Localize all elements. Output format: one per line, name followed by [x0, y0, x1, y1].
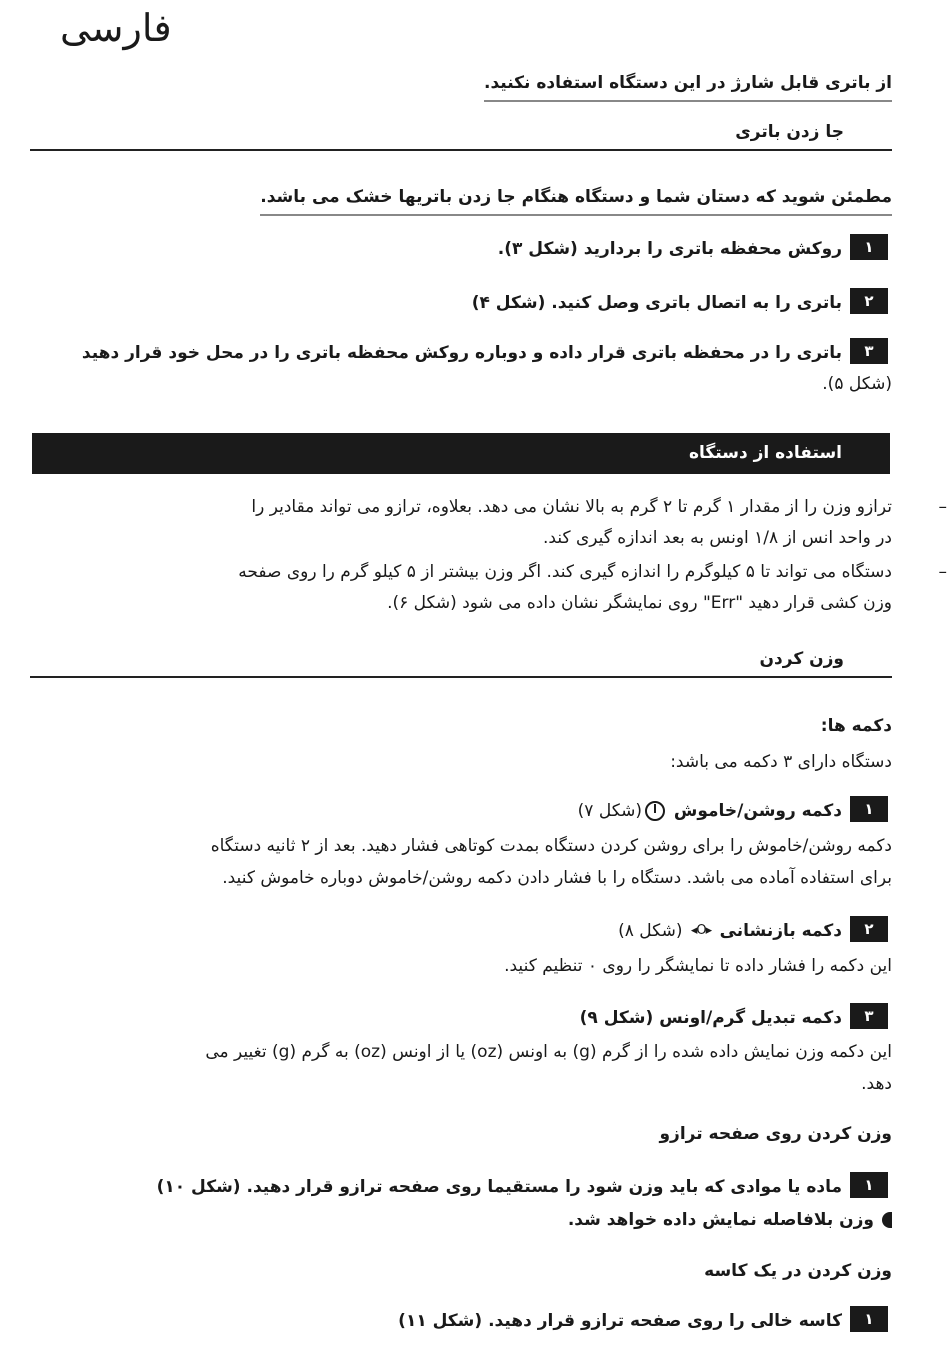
button-1-block	[22, 795, 892, 827]
figure-ref: (شکل ۷)	[577, 801, 642, 821]
section-heading-plate: وزن کردن روی صفحه ترازو	[659, 1124, 892, 1144]
desc-line: برای استفاده آماده می باشد. دستگاه را با فشار دادن دکمه روشن/خاموش دوباره خاموش کنید.	[222, 868, 892, 889]
bowl-step-1	[52, 1305, 892, 1337]
desc-line: دهد.	[861, 1074, 892, 1095]
usage-item-line: دستگاه می تواند تا ۵ کیلوگرم را اندازه گیری کند. اگر وزن بیشتر از ۵ کیلو گرم را روی صفحه	[238, 561, 892, 582]
usage-item-line: ترازو وزن را از مقدار ۱ گرم تا ۲ گرم به بالا نشان می دهد. بعلاوه، ترازو می تواند مقادیر را	[251, 497, 892, 517]
buttons-intro: دستگاه دارای ۳ دکمه می باشد:	[670, 752, 892, 772]
section-heading-bowl: وزن کردن در یک کاسه	[704, 1261, 892, 1281]
step-number: ۱	[850, 234, 892, 260]
usage-item-line: وزن کشی قرار دهید "Err" روی نمایشگر نشان داده می شود (شکل ۶).	[387, 593, 892, 614]
step-text: روکش محفظه باتری را بردارید (شکل ۳).	[497, 239, 842, 259]
button-2-block	[52, 915, 892, 947]
plate-step-1-bullet	[568, 1204, 892, 1236]
step-text: کاسه خالی را روی صفحه ترازو قرار دهید. (شکل ۱۱)	[398, 1311, 842, 1331]
section-heading-battery-text: جا زدن باتری	[735, 122, 844, 142]
step-number: ۲	[850, 288, 892, 314]
plate-step-1	[52, 1171, 892, 1203]
power-icon	[645, 801, 665, 821]
usage-item-1	[56, 492, 947, 555]
section-heading-weighing	[30, 649, 892, 678]
usage-list	[56, 492, 947, 622]
language-title: فارسی	[60, 6, 172, 50]
button-2-title: دکمه بازنشانی	[719, 921, 842, 941]
step-text: ماده یا موادی که باید وزن شود را مستقیما روی صفحه ترازو قرار دهید. (شکل ۱۰)	[156, 1177, 842, 1197]
section-heading-battery	[30, 122, 892, 151]
step-number: ۳	[850, 1003, 892, 1029]
desc-line: این دکمه وزن نمایش داده شده را از گرم (g) به اونس (oz) یا از اونس (oz) به گرم (g) تغییر می	[205, 1042, 892, 1062]
step-text: باتری را در محفظه باتری قرار داده و دوباره روکش محفظه باتری را در محل خود قرار دهید	[81, 343, 842, 363]
battery-warning: از باتری قابل شارژ در این دستگاه استفاده نکنید.	[484, 72, 892, 102]
step-number: ۲	[850, 916, 892, 942]
section-bar-usage-text: استفاده از دستگاه	[689, 443, 842, 463]
bullet-text: وزن بلافاصله نمایش داده خواهد شد.	[567, 1210, 874, 1230]
section-heading-weighing-text: وزن کردن	[759, 649, 844, 669]
step-number: ۱	[850, 1306, 892, 1332]
battery-dry-note: مطمئن شوید که دستان شما و دستگاه هنگام جا زدن باتریها خشک می باشد.	[260, 186, 892, 216]
button-3-description	[22, 1036, 892, 1101]
dash-marker: –	[938, 561, 947, 582]
button-3-title: دکمه تبدیل گرم/اونس (شکل ۹)	[579, 1008, 842, 1028]
button-2-description: این دکمه را فشار داده تا نمایشگر را روی ۰ تنظیم کنید.	[504, 956, 892, 976]
usage-item-2	[56, 557, 947, 620]
battery-step-1	[52, 233, 892, 265]
dash-marker: –	[938, 497, 947, 517]
section-bar-usage	[32, 433, 890, 474]
tare-icon: ▸O◂	[690, 922, 712, 938]
battery-step-2	[52, 287, 892, 319]
step-text: باتری را به اتصال باتری وصل کنید. (شکل ۴)	[471, 293, 842, 313]
step-number: ۱	[850, 1172, 892, 1198]
battery-step-3	[52, 338, 892, 401]
desc-line: دکمه روشن/خاموش را برای روشن کردن دستگاه بمدت کوتاهی فشار دهید. بعد از ۲ ثانیه دستگاه	[210, 836, 892, 856]
buttons-label: دکمه ها:	[820, 716, 892, 736]
button-1-description	[22, 830, 892, 895]
bullet-icon	[882, 1212, 892, 1228]
step-number: ۱	[850, 796, 892, 822]
button-3-block	[52, 1002, 892, 1034]
step-number: ۳	[850, 338, 892, 364]
step-text-continued: (شکل ۵).	[822, 374, 892, 395]
figure-ref: (شکل ۸)	[618, 921, 683, 941]
usage-item-line: در واحد انس از ۱/۸ اونس به بعد اندازه گیری کند.	[543, 528, 892, 549]
button-1-title: دکمه روشن/خاموش	[673, 801, 842, 821]
